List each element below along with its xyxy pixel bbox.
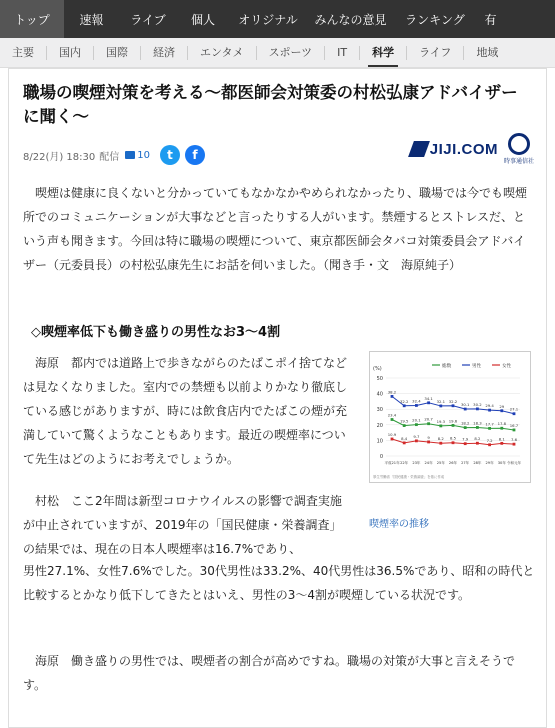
data-label: 8.5 <box>449 435 457 441</box>
comment-count: 10 <box>137 149 150 161</box>
article-title: 職場の喫煙対策を考える〜都医師会対策委の村松弘康アドバイザーに聞く〜 <box>23 83 518 126</box>
answer-paragraph-1: 村松 ここ2年間は新型コロナウイルスの影響で調査実施が中止されていますが、2019年の「国民健康・栄養調査」の結果では、現在の日本人喫煙率は16.7%であり、 <box>23 494 342 556</box>
data-point <box>415 423 418 426</box>
x-tick-label: 26年 <box>448 461 458 465</box>
category-tab-4[interactable]: エンタメ <box>188 46 257 60</box>
data-label: 32.2 <box>399 398 409 404</box>
data-label: 32.1 <box>436 398 446 404</box>
x-tick-label: 平成21年 <box>384 461 400 465</box>
data-label: 7.2 <box>486 437 493 443</box>
facebook-share-icon[interactable]: f <box>185 145 205 165</box>
chart-source: 厚生労働省「国民健康・栄養調査」を基に作成 <box>373 475 445 479</box>
delivered-label: 配信 <box>99 151 120 163</box>
data-label: 38.2 <box>387 389 397 395</box>
data-label: 23.4 <box>387 412 397 418</box>
twitter-share-icon[interactable]: t <box>160 145 180 165</box>
y-tick-label: 10 <box>376 438 383 445</box>
data-label: 30.2 <box>473 401 482 407</box>
top-tab-3[interactable]: 個人 <box>190 12 215 27</box>
data-label: 8.2 <box>474 436 481 442</box>
top-tab-5[interactable]: みんなの意見 <box>314 12 387 27</box>
category-tab-2[interactable]: 国際 <box>94 46 141 60</box>
data-point <box>476 426 479 429</box>
data-label: 20.7 <box>424 416 433 422</box>
data-point <box>415 439 418 442</box>
data-point <box>464 442 467 445</box>
category-navigation <box>0 38 555 68</box>
section-heading: ◇喫煙率低下も働き盛りの男性なお3〜4割 <box>31 325 281 340</box>
category-tab-7[interactable]: 科学 <box>360 46 407 60</box>
data-point <box>452 404 455 407</box>
data-label: 29.4 <box>485 403 494 409</box>
smoking-rate-chart[interactable] <box>369 351 531 483</box>
data-point <box>488 409 491 412</box>
question-paragraph: 海原 都内では道路上で歩きながらのたばこポイ捨てなどは見なくなりました。室内での禁煙も以前よりかなり徹底している感じがありますが、時には飲食店内でたばこの煙が充満していて驚くようなこともあります。最近の喫煙率について先生はどのようにお考えでしょうか。 <box>23 356 348 466</box>
data-point <box>403 404 406 407</box>
data-point <box>464 408 467 411</box>
comment-icon <box>125 151 135 159</box>
chart-svg <box>370 352 530 482</box>
data-label: 10.9 <box>387 431 397 437</box>
y-tick-label: 40 <box>376 391 383 398</box>
data-label: 8.4 <box>401 435 408 441</box>
data-point <box>391 418 394 421</box>
data-point <box>403 441 406 444</box>
legend-label: 女性 <box>502 364 512 369</box>
data-point <box>439 405 442 408</box>
data-label: 30.1 <box>460 402 470 408</box>
article-card <box>8 68 547 728</box>
x-tick-label: 27年 <box>461 461 470 465</box>
data-label: 9.7 <box>413 433 420 439</box>
data-point <box>513 443 516 446</box>
chart-caption[interactable]: 喫煙率の推移 <box>369 519 429 530</box>
data-label: 32.4 <box>412 398 421 404</box>
category-tab-8[interactable]: ライフ <box>407 46 464 60</box>
top-tab-0[interactable]: トップ <box>0 0 64 38</box>
data-point <box>452 441 455 444</box>
data-label: 34.1 <box>424 395 433 401</box>
y-tick-label: 30 <box>376 407 383 414</box>
top-tab-2[interactable]: ライブ <box>130 12 166 27</box>
data-point <box>464 426 467 429</box>
data-label: 32.2 <box>448 398 458 404</box>
data-label: 18.2 <box>460 420 470 426</box>
x-tick-label: 22年 <box>400 461 409 465</box>
data-label: 19.5 <box>399 418 409 424</box>
data-label: 8.2 <box>437 436 444 442</box>
jiji-emblem-icon: 時事通信社 <box>504 133 534 165</box>
category-tab-0[interactable]: 主要 <box>0 46 47 60</box>
top-tab-6[interactable]: ランキング <box>405 12 465 27</box>
data-label: 8.1 <box>498 436 505 442</box>
y-tick-label: 20 <box>376 422 383 429</box>
comment-link[interactable] <box>125 150 150 161</box>
data-point <box>488 443 491 446</box>
top-tab-7[interactable]: 有 <box>484 12 497 27</box>
category-tab-3[interactable]: 経済 <box>141 46 188 60</box>
legend-label: 男性 <box>472 364 482 369</box>
data-point <box>439 442 442 445</box>
x-tick-label: 令和元年 <box>506 461 522 465</box>
data-point <box>391 438 394 441</box>
x-tick-label: 29年 <box>485 461 494 465</box>
data-point <box>500 427 503 430</box>
data-point <box>513 412 516 415</box>
category-tab-5[interactable]: スポーツ <box>257 46 326 60</box>
data-point <box>476 407 479 410</box>
y-tick-label: 50 <box>376 376 383 382</box>
x-tick-label: 23年 <box>412 461 421 465</box>
data-point <box>500 442 503 445</box>
data-point <box>427 441 430 444</box>
jiji-logo-icon: JIJI.COM <box>411 141 498 158</box>
data-point <box>427 422 430 425</box>
data-point <box>439 424 442 427</box>
data-point <box>452 424 455 427</box>
data-point <box>476 442 479 445</box>
x-tick-label: 25年 <box>436 461 445 465</box>
y-unit-label: (%) <box>373 366 382 372</box>
data-label: 18.3 <box>473 420 482 426</box>
data-label: 7.9 <box>462 436 469 442</box>
x-tick-label: 30年 <box>497 461 506 465</box>
x-tick-label: 24年 <box>424 461 433 465</box>
x-tick-label: 28年 <box>473 461 482 465</box>
publisher-logo[interactable] <box>411 133 534 165</box>
top-tab-1[interactable]: 速報 <box>79 12 104 27</box>
y-tick-label: 0 <box>379 454 383 460</box>
question-paragraph-2: 海原 働き盛りの男性では、喫煙者の割合が高めですね。職場の対策が大事と言えそうです。 <box>23 654 516 692</box>
data-label: 17.8 <box>497 421 507 427</box>
data-point <box>427 401 430 404</box>
data-label: 7.6 <box>510 437 518 443</box>
answer-paragraph-2: 男性27.1%、女性7.6%でした。30代男性は33.2%、40代男性は36.5%であり、昭和の時代と比較するとかなり低下してきたとはいえ、男性の3〜4割が喫煙している状況です。 <box>23 564 535 602</box>
data-label: 9 <box>427 434 430 440</box>
data-label: 19.3 <box>436 418 446 424</box>
top-navigation <box>0 0 555 38</box>
top-tab-4[interactable]: オリジナル <box>238 12 298 27</box>
data-label: 20.1 <box>412 417 421 423</box>
data-point <box>403 424 406 427</box>
category-tab-6[interactable]: IT <box>325 46 360 60</box>
data-point <box>513 429 516 432</box>
data-label: 29 <box>499 403 505 409</box>
data-label: 16.7 <box>509 422 519 428</box>
category-tab-1[interactable]: 国内 <box>47 46 94 60</box>
data-point <box>415 404 418 407</box>
data-point <box>500 409 503 412</box>
article-meta <box>23 145 205 165</box>
data-label: 19.6 <box>448 418 458 424</box>
data-label: 17.7 <box>485 421 494 427</box>
legend-label: 総数 <box>442 364 452 369</box>
data-label: 27.1 <box>509 406 519 412</box>
data-point <box>391 395 394 398</box>
category-tab-9[interactable]: 地域 <box>476 45 499 59</box>
data-point <box>488 427 491 430</box>
publish-date: 8/22(月) 18:30 <box>23 151 96 163</box>
intro-paragraph: 喫煙は健康に良くないと分かっていてもなかなかやめられなかったり、職場では今でも喫煙所でのコミュニケーションが大事などと言ったりする人がいます。禁煙するとストレスだ、という声も聞きます。今回は特に職場の喫煙について、東京都医師会タバコ対策委員会アドバイザー（元委員長）の村松弘康先生にお話を伺いました。（聞き手・文 海原純子） <box>23 186 528 272</box>
